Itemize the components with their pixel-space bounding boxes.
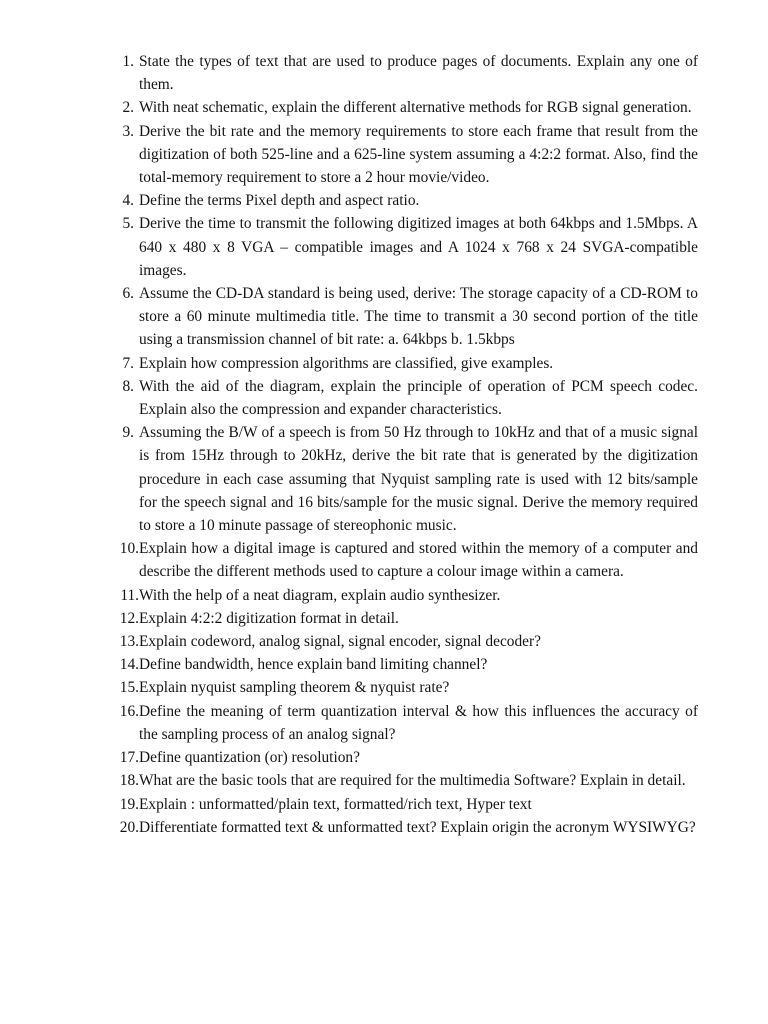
question-text: Differentiate formatted text & unformatted text? Explain origin the acronym WYSIWYG? bbox=[139, 818, 696, 836]
question-item bbox=[105, 793, 698, 816]
question-text: Define the terms Pixel depth and aspect ratio. bbox=[139, 192, 420, 210]
question-text: What are the basic tools that are required for the multimedia Software? Explain in detail. bbox=[139, 772, 686, 790]
question-number: 17. bbox=[119, 749, 139, 767]
question-item bbox=[105, 96, 698, 119]
question-number: 19. bbox=[119, 795, 139, 813]
question-item bbox=[105, 212, 698, 282]
question-number: 4. bbox=[122, 192, 134, 210]
question-number: 1. bbox=[122, 53, 134, 70]
question-item bbox=[105, 189, 698, 212]
question-text: Derive the time to transmit the following digitized images at both 64kbps and 1.5Mbps. A 640 x 480 x 8 VGA – compatible images and A 1024 x 768 x 24 SVGA-compatible images. bbox=[139, 215, 698, 279]
question-number: 7. bbox=[122, 354, 134, 372]
question-number: 2. bbox=[122, 99, 134, 117]
question-item bbox=[105, 653, 698, 676]
question-item bbox=[105, 584, 698, 607]
question-item bbox=[105, 746, 698, 769]
question-item bbox=[105, 676, 698, 699]
question-item bbox=[105, 607, 698, 630]
question-number: 8. bbox=[122, 377, 134, 395]
question-text: Explain : unformatted/plain text, formatted/rich text, Hyper text bbox=[139, 795, 532, 813]
question-text: Derive the bit rate and the memory requirements to store each frame that result from the digitization of both 525-line and a 625-line system assuming a 4:2:2 format. Also, find the total-memory requirement to store a 2 hour movie/video. bbox=[139, 122, 698, 187]
question-number: 14. bbox=[119, 656, 139, 674]
question-number: 3. bbox=[122, 122, 134, 140]
question-text: With neat schematic, explain the different alternative methods for RGB signal generation. bbox=[139, 99, 692, 117]
question-number: 12. bbox=[119, 609, 139, 627]
question-text: With the help of a neat diagram, explain audio synthesizer. bbox=[139, 586, 501, 604]
question-number: 9. bbox=[122, 424, 134, 442]
question-text: Explain codeword, analog signal, signal encoder, signal decoder? bbox=[139, 633, 541, 651]
question-item bbox=[105, 769, 698, 792]
question-number: 15. bbox=[119, 679, 139, 697]
question-text: With the aid of the diagram, explain the principle of operation of PCM speech codec. Explain also the compression and expander characteristics. bbox=[139, 377, 698, 419]
question-text: State the types of text that are used to produce pages of documents. Explain any one of them. bbox=[139, 53, 698, 94]
question-text: Define the meaning of term quantization interval & how this influences the accuracy of the sampling process of an analog signal? bbox=[139, 702, 698, 743]
question-item bbox=[105, 352, 698, 375]
question-item bbox=[105, 50, 698, 96]
question-number: 11. bbox=[120, 586, 139, 604]
question-item bbox=[105, 282, 698, 352]
question-number: 20. bbox=[119, 818, 139, 836]
question-number: 6. bbox=[122, 285, 134, 303]
question-item bbox=[105, 537, 698, 583]
question-number: 16. bbox=[119, 702, 139, 720]
question-text: Explain how a digital image is captured and stored within the memory of a computer and describe the different methods used to capture a colour image within a camera. bbox=[139, 540, 698, 581]
question-number: 13. bbox=[119, 633, 139, 651]
question-text: Define bandwidth, hence explain band limiting channel? bbox=[139, 656, 488, 674]
question-text: Explain 4:2:2 digitization format in detail. bbox=[139, 609, 399, 627]
question-text: Define quantization (or) resolution? bbox=[139, 749, 360, 767]
question-list bbox=[105, 50, 698, 839]
question-item bbox=[105, 700, 698, 746]
question-text: Explain nyquist sampling theorem & nyquist rate? bbox=[139, 679, 450, 697]
question-item bbox=[105, 816, 698, 839]
question-item bbox=[105, 375, 698, 421]
question-number: 18. bbox=[119, 772, 139, 790]
question-number: 10. bbox=[119, 540, 139, 558]
question-item bbox=[105, 421, 698, 537]
question-text: Assuming the B/W of a speech is from 50 Hz through to 10kHz and that of a music signal is from 15Hz through to 20kHz, derive the bit rate that is generated by the digitization procedure in each case assuming that Nyquist sampling rate is used with 12 bits/sample for the speech signal and 16 bits/sample for the music signal. Derive the memory required to store a 10 minute passage of stereophonic music. bbox=[139, 424, 698, 535]
question-text: Explain how compression algorithms are classified, give examples. bbox=[139, 354, 554, 372]
question-item bbox=[105, 630, 698, 653]
question-number: 5. bbox=[122, 215, 134, 233]
question-item bbox=[105, 120, 698, 190]
question-text: Assume the CD-DA standard is being used, derive: The storage capacity of a CD-ROM to store a 60 minute multimedia title. The time to transmit a 30 second portion of the title using a transmission channel of bit rate: a. 64kbps b. 1.5kbps bbox=[139, 285, 698, 349]
